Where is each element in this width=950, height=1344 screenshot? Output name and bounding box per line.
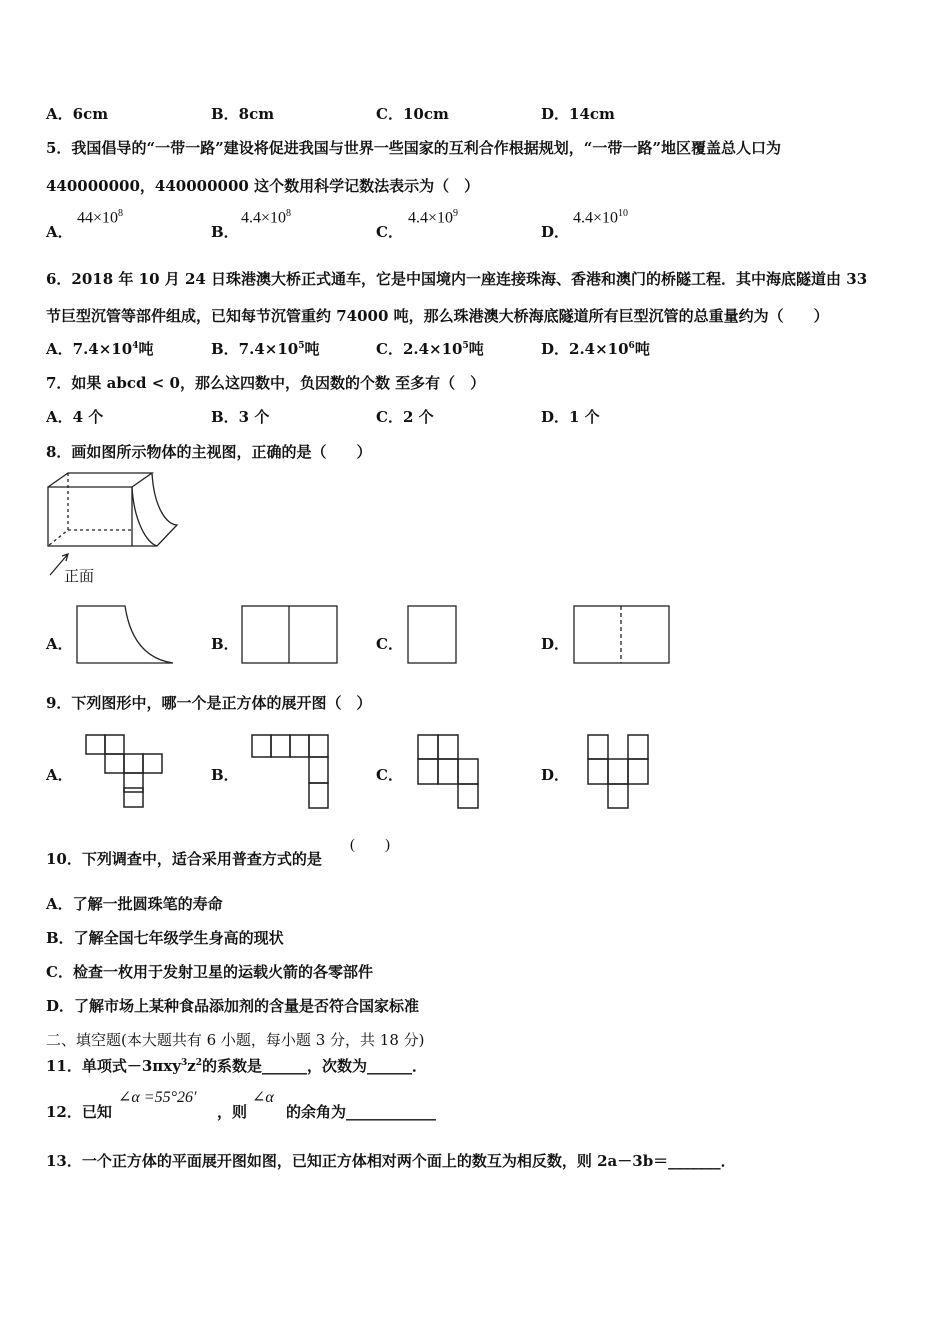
q4-option-a: A．6cm (46, 105, 109, 123)
q8-option-b-figure (240, 604, 340, 666)
section2-title: 二、填空题(本大题共有 6 小题，每小题 3 分，共 18 分) (46, 1031, 425, 1049)
q6-option-d: D．$2.4\times 10^6$吨 (541, 340, 650, 358)
q7-stem: 7．如果 abcd < 0，那么这四数中，负因数的个数 至多有（ ） (46, 374, 486, 392)
q9-option-b-net (250, 733, 332, 811)
q5-stem-line1: 5．我国倡导的“一带一路”建设将促进我国与世界一些国家的互利合作根据规划，“一带一路”地区覆盖总人口为 (46, 139, 781, 157)
q5-label-d: D． (541, 223, 570, 241)
q10-option-c: C．检查一枚用于发射卫星的运载火箭的各零部件 (46, 963, 373, 981)
q10-option-b: B．了解全国七年级学生身高的现状 (46, 929, 284, 947)
q10-bracket: ( ) (350, 837, 390, 853)
q12-post: 的余角为____________ (286, 1103, 437, 1121)
object-curved-right (132, 473, 177, 546)
q8-option-a-label: A． (46, 635, 73, 653)
q9-option-a-label: A． (46, 766, 73, 784)
q6-option-c: C．$2.4\times 10^5$吨 (376, 340, 484, 358)
q5-stem-line2: 440000000，440000000 这个数用科学记数法表示为（ ） (46, 177, 480, 195)
q4-option-d: D．14cm (541, 105, 615, 123)
q7-option-a: A．4 个 (46, 408, 104, 426)
q11-text: 11．单项式$-3\pi xy^3z^2$的系数是______，次数为______． (46, 1057, 428, 1075)
object-hidden-edges (48, 473, 68, 546)
q4-option-c: C．10cm (376, 105, 449, 123)
q12-pre: 12．已知 (46, 1103, 112, 1121)
object-curve-edge (132, 487, 157, 546)
front-view-label: 正面 (64, 569, 95, 585)
q9-option-b-label: B． (211, 766, 239, 784)
q6-option-b: B．$7.4\times 10^5$吨 (211, 340, 320, 358)
q13-text: 13．一个正方体的平面展开图如图，已知正方体相对两个面上的数互为相反数，则 2a－3b＝_______． (46, 1152, 736, 1170)
q5-label-b: B． (211, 223, 239, 241)
q4-option-b: B．8cm (211, 105, 275, 123)
q8-option-c-label: C． (376, 635, 403, 653)
q5-formula-d: $4.4\times 10^{10}$ (573, 208, 629, 227)
q10-option-d: D．了解市场上某种食品添加剂的含量是否符合国家标准 (46, 997, 420, 1015)
q7-option-d: D．1 个 (541, 408, 600, 426)
q6-option-a: A．$7.4\times 10^4$吨 (46, 340, 154, 358)
q5-label-a: A． (46, 223, 73, 241)
q5-label-c: C． (376, 223, 403, 241)
q5-formula-a: $44\times 10^8$ (77, 208, 124, 227)
q12-mid: ，则 (217, 1103, 248, 1121)
q12-angle-formula: ∠α =55°26′ (118, 1089, 197, 1106)
q5-formula-b: $4.4\times 10^8$ (241, 208, 292, 227)
q9-option-d-net (586, 733, 652, 811)
q9-stem: 9．下列图形中，哪一个是正方体的展开图（ ） (46, 694, 372, 712)
q9-option-d-label: D． (541, 766, 570, 784)
object-front-face (48, 487, 132, 546)
q8-option-b-label: B． (211, 635, 239, 653)
q7-option-c: C．2 个 (376, 408, 434, 426)
q6-stem-line1: 6．2018 年 10 月 24 日珠港澳大桥正式通车，它是中国境内一座连接珠海、香港和澳门的桥隧工程．其中海底隧道由 33 (46, 270, 868, 288)
q10-option-a: A．了解一批圆珠笔的寿命 (46, 895, 223, 913)
q8-option-d-figure (572, 604, 672, 666)
q8-option-d-label: D． (541, 635, 570, 653)
q5-formula-c: $4.4\times 10^9$ (408, 208, 459, 227)
object-top-face (48, 473, 152, 487)
q9-option-c-label: C． (376, 766, 403, 784)
q9-option-c-net (416, 733, 482, 811)
q6-stem-line2: 节巨型沉管等部件组成，已知每节沉管重约 74000 吨，那么珠港澳大桥海底隧道所有巨型沉管的总重量约为（ ） (46, 307, 829, 325)
q12-angle-symbol: ∠α (252, 1089, 274, 1106)
q8-option-c-figure (406, 604, 460, 666)
q7-option-b: B．3 个 (211, 408, 270, 426)
q10-stem: 10．下列调查中，适合采用普查方式的是 (46, 850, 322, 868)
q8-option-a-figure (75, 604, 175, 666)
q8-stem: 8．画如图所示物体的主视图，正确的是（ ） (46, 443, 372, 461)
q9-option-a-net (84, 733, 166, 811)
